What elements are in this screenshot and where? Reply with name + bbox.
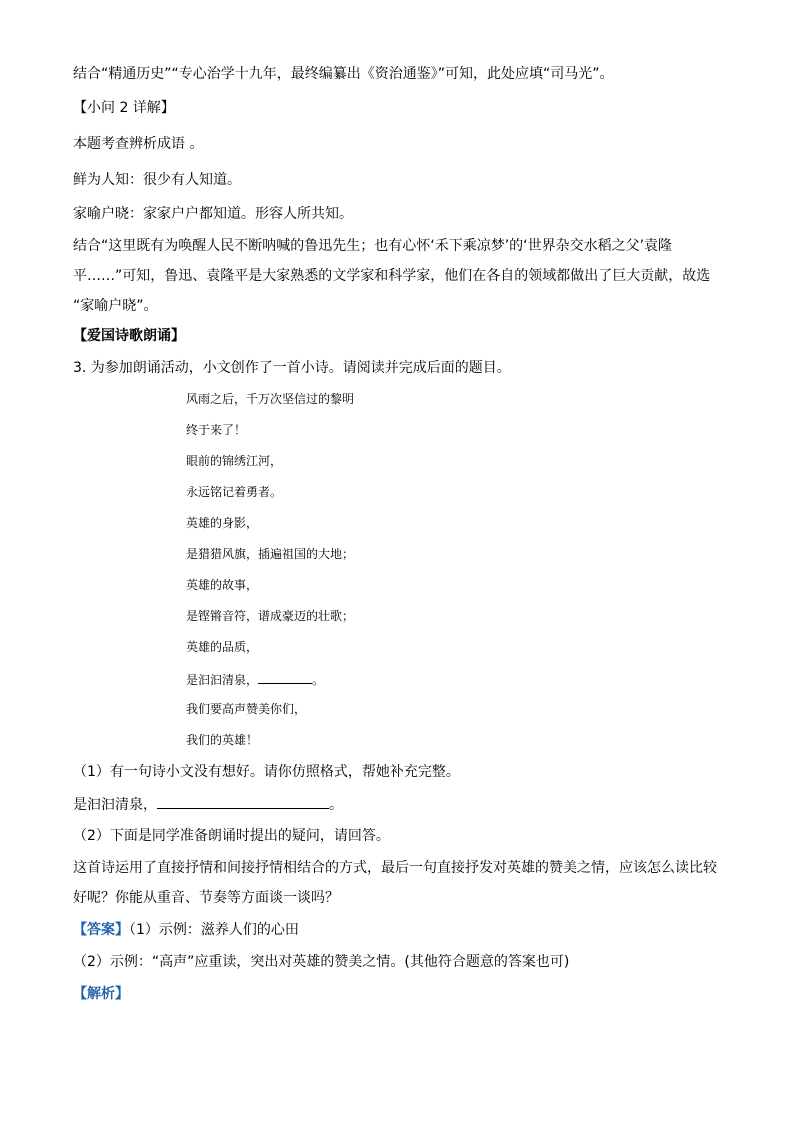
analysis-line-1: 结合“精通历史”“专心治学十九年，最终编纂出《资治通鉴》”可知，此处应填“司马光”。 <box>73 66 614 82</box>
poem-fill-blank[interactable] <box>258 669 312 684</box>
reasoning-line-1: 结合“这里既有为唤醒人民不断呐喊的鲁迅先生；也有心怀‘禾下乘凉梦’的‘世界杂交水稻之父’袁隆 <box>73 238 673 254</box>
idiom-definition-1: 鲜为人知：很少有人知道。 <box>73 172 241 188</box>
question-3-stem: 3. 为参加朗诵活动，小文创作了一首小诗。请阅读并完成后面的题目。 <box>73 360 511 376</box>
poem-line-2: 终于来了！ <box>186 423 247 437</box>
poem-line-1: 风雨之后，千万次坚信过的黎明 <box>186 392 355 406</box>
sub-question-1: （1）有一句诗小文没有想好。请你仿照格式，帮她补充完整。 <box>73 764 460 780</box>
analysis-tag: 【解析】 <box>73 986 129 1002</box>
answer-2: （2）示例：“高声”应重读，突出对英雄的赞美之情。(其他符合题意的答案也可) <box>73 954 570 970</box>
poem-line-4: 永远铭记着勇者。 <box>186 485 283 499</box>
sub-question-1-answer-line <box>73 794 343 815</box>
answer-line-end: 。 <box>329 797 343 813</box>
poem-line-10-end: 。 <box>312 673 325 687</box>
analysis-intro: 本题考查辨析成语 。 <box>73 136 204 152</box>
poem-line-7: 英雄的故事， <box>186 578 259 592</box>
section-title: 【爱国诗歌朗诵】 <box>73 328 185 344</box>
answer-fill-blank[interactable] <box>157 794 329 809</box>
poem-line-10-text: 是汩汩清泉， <box>186 673 259 687</box>
answer-1: （1）示例：滋养人们的心田 <box>129 922 299 938</box>
sub-question-2-text-line-2: 好呢？你能从重音、节奏等方面谈一谈吗？ <box>73 890 339 906</box>
answer-line-prefix: 是汩汩清泉， <box>73 797 157 813</box>
answer-line-1 <box>73 920 299 940</box>
sub-question-2: （2）下面是同学准备朗诵时提出的疑问，请回答。 <box>73 828 390 844</box>
sub-question-2-text-line-1: 这首诗运用了直接抒情和间接抒情相结合的方式，最后一句直接抒发对英雄的赞美之情，应该怎么读比较 <box>73 860 717 876</box>
poem-line-11: 我们要高声赞美你们， <box>186 702 307 716</box>
sub-question-2-heading: 【小问 2 详解】 <box>73 100 175 116</box>
poem-line-10 <box>186 669 324 689</box>
idiom-definition-2: 家喻户晓：家家户户都知道。形容人所共知。 <box>73 206 353 222</box>
reasoning-line-3: “家喻户晓”。 <box>73 298 158 314</box>
reasoning-line-2: 平……”可知，鲁迅、袁隆平是大家熟悉的文学家和科学家，他们在各自的领域都做出了巨大贡献，故选 <box>73 268 711 284</box>
analysis-line <box>73 984 129 1004</box>
poem-line-12: 我们的英雄！ <box>186 733 259 747</box>
poem-line-3: 眼前的锦绣江河， <box>186 454 283 468</box>
poem-line-6: 是猎猎风旗，插遍祖国的大地； <box>186 547 355 561</box>
poem-line-8: 是铿锵音符，谱成豪迈的壮歌； <box>186 609 355 623</box>
poem-line-5: 英雄的身影， <box>186 516 259 530</box>
poem-line-9: 英雄的品质， <box>186 640 259 654</box>
answer-tag: 【答案】 <box>73 922 129 938</box>
